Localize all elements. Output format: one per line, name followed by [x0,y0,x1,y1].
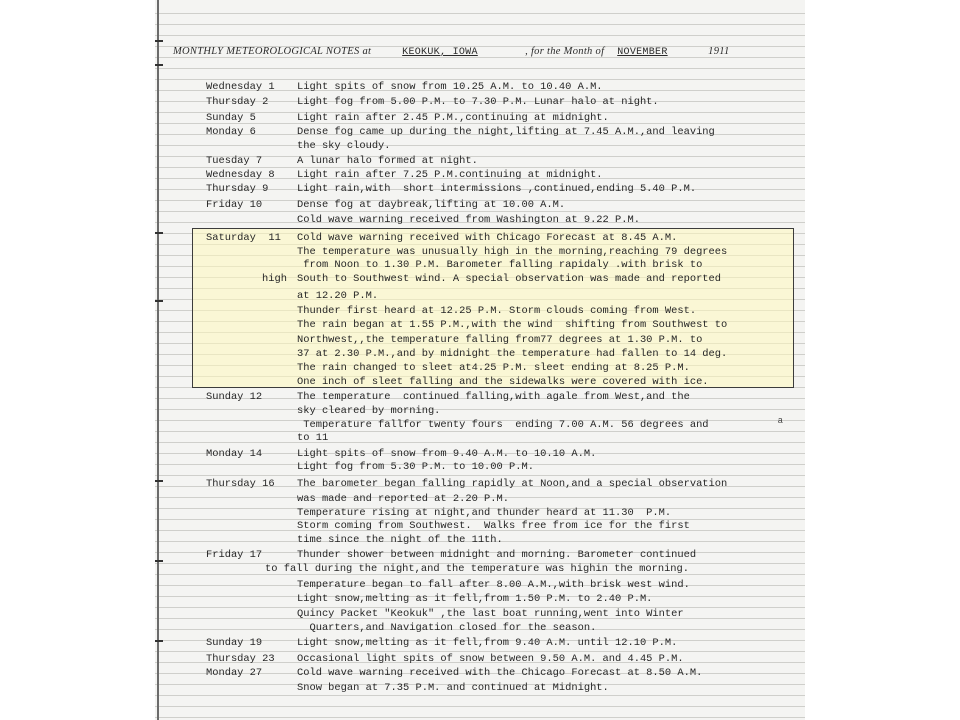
note-text: Dense fog came up during the night,lifting at 7.45 A.M.,and leaving [297,126,715,138]
note-row [155,492,805,506]
note-row [155,578,805,592]
note-day: to fall during the night,and the temperature was highin the morning. [265,563,690,575]
note-row [155,390,805,404]
note-text: Occasional light spits of snow between 9.50 A.M. and 4.45 P.M. [297,653,684,665]
note-row [155,231,805,245]
note-day: Tuesday 7 [206,155,263,167]
note-text: Light rain,with short intermissions ,continued,ending 5.40 P.M. [297,183,697,195]
note-day: Sunday 19 [206,637,263,649]
note-row [155,460,805,474]
note-text: The barometer began falling rapidly at Noon,and a special observation [297,478,728,490]
header-year: 1911 [708,46,730,57]
note-row [155,182,805,196]
header-station: KEOKUK, IOWA [402,47,478,58]
note-text: sky cleared by morning. [297,405,441,417]
note-text: Light rain after 7.25 P.M.continuing at midnight. [297,169,603,181]
note-row [155,375,805,389]
note-text: Storm coming from Southwest. Walks free from ice for the first [297,520,690,532]
note-day: Friday 10 [206,199,263,211]
note-day: Wednesday 8 [206,169,275,181]
note-row [155,607,805,621]
note-row [155,154,805,168]
header-month: NOVEMBER [617,47,668,58]
note-text: Cold wave warning received from Washington at 9.22 P.M. [297,214,640,226]
notes-list [155,0,805,720]
note-row [155,681,805,695]
note-row [155,621,805,635]
note-day: high [262,273,287,285]
margin-mark: a [777,416,783,426]
note-row [155,318,805,332]
note-row [155,80,805,94]
note-text: South to Southwest wind. A special observation was made and reported [297,273,722,285]
note-day: Thursday 9 [206,183,269,195]
note-text: the sky cloudy. [297,140,391,152]
note-text: The temperature continued falling,with agale from West,and the [297,391,690,403]
note-row [155,272,805,286]
note-text: Quincy Packet "Keokuk" ,the last boat running,went into Winter [297,608,684,620]
note-day: Monday 14 [206,448,263,460]
note-row [155,333,805,347]
note-row [155,111,805,125]
note-text: The temperature was unusually high in the morning,reaching 79 degrees [297,246,728,258]
note-row [155,213,805,227]
note-text: was made and reported at 2.20 P.M. [297,493,510,505]
note-row [155,125,805,139]
document-page [155,0,805,720]
note-text: Light spits of snow from 10.25 A.M. to 10.40 A.M. [297,81,603,93]
note-row [155,245,805,259]
note-text: Light snow,melting as it fell,from 9.40 A.M. until 12.10 P.M. [297,637,678,649]
header-prefix: MONTHLY METEOROLOGICAL NOTES at [173,46,372,57]
note-row [155,652,805,666]
note-text: Temperature fallfor twenty fours ending 7.00 A.M. 56 degrees and [297,419,709,431]
note-day: Sunday 5 [206,112,256,124]
note-text: Cold wave warning received with the Chicago Forecast at 8.50 A.M. [297,667,703,679]
note-row [155,418,805,432]
note-day: Thursday 2 [206,96,269,108]
note-row [155,347,805,361]
note-text: Light rain after 2.45 P.M.,continuing at midnight. [297,112,609,124]
note-text: The rain changed to sleet at4.25 P.M. sleet ending at 8.25 P.M. [297,362,690,374]
note-row [155,431,805,445]
note-row [155,533,805,547]
note-row [155,506,805,520]
note-row [155,168,805,182]
note-row [155,636,805,650]
note-day: Thursday 23 [206,653,275,665]
note-day: Thursday 16 [206,478,275,490]
note-day: Saturday 11 [206,232,281,244]
note-text: Temperature began to fall after 8.00 A.M.,with brisk west wind. [297,579,690,591]
note-row [155,447,805,461]
note-row [155,198,805,212]
note-text: 37 at 2.30 P.M.,and by midnight the temperature had fallen to 14 deg. [297,348,728,360]
note-row [155,361,805,375]
note-text: Cold wave warning received with Chicago Forecast at 8.45 A.M. [297,232,678,244]
note-text: Light fog from 5.30 P.M. to 10.00 P.M. [297,461,534,473]
note-row [155,562,805,576]
note-text: Thunder shower between midnight and morning. Barometer continued [297,549,697,561]
note-row [155,95,805,109]
note-row [155,304,805,318]
header-mid: , for the Month of [525,46,605,57]
note-text: Dense fog at daybreak,lifting at 10.00 A.M. [297,199,566,211]
note-text: Snow began at 7.35 P.M. and continued at Midnight. [297,682,609,694]
note-row [155,666,805,680]
note-row [155,289,805,303]
note-text: One inch of sleet falling and the sidewalks were covered with ice. [297,376,709,388]
note-text: Northwest,,the temperature falling from77 degrees at 1.30 P.M. to [297,334,703,346]
note-row [155,519,805,533]
note-day: Sunday 12 [206,391,263,403]
note-row [155,258,805,272]
note-text: Light fog from 5.00 P.M. to 7.30 P.M. Lunar halo at night. [297,96,659,108]
note-text: The rain began at 1.55 P.M.,with the wind shifting from Southwest to [297,319,728,331]
note-text: Thunder first heard at 12.25 P.M. Storm clouds coming from West. [297,305,697,317]
note-day: Wednesday 1 [206,81,275,93]
note-row [155,477,805,491]
note-text: to 11 [297,432,329,444]
note-day: Friday 17 [206,549,263,561]
note-text: Quarters,and Navigation closed for the season. [297,622,597,634]
note-row [155,139,805,153]
note-text: Temperature rising at night,and thunder heard at 11.30 P.M. [297,507,672,519]
note-row [155,404,805,418]
note-text: Light snow,melting as it fell,from 1.50 P.M. to 2.40 P.M. [297,593,653,605]
note-row [155,548,805,562]
note-text: time since the night of the 11th. [297,534,503,546]
note-text: at 12.20 P.M. [297,290,379,302]
note-row [155,592,805,606]
note-day: Monday 6 [206,126,256,138]
note-text: from Noon to 1.30 P.M. Barometer falling rapidaly .with brisk to [297,259,703,271]
note-text: Light spits of snow from 9.40 A.M. to 10.10 A.M. [297,448,597,460]
note-day: Monday 27 [206,667,263,679]
note-text: A lunar halo formed at night. [297,155,478,167]
